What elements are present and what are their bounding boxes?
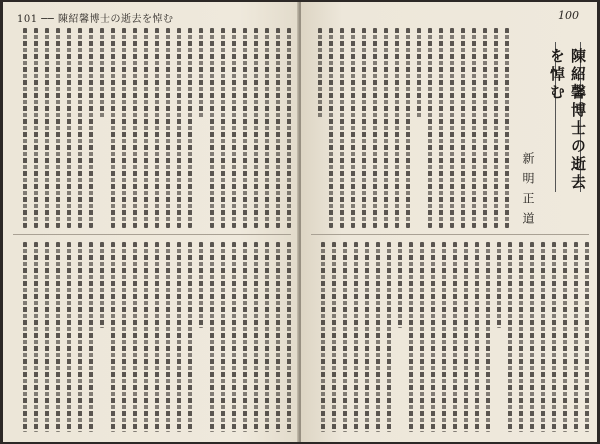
text-line (486, 242, 490, 432)
text-line (354, 242, 358, 432)
text-line (530, 242, 534, 432)
text-line (34, 28, 38, 228)
text-line (508, 242, 512, 432)
text-line (541, 242, 545, 432)
text-line (387, 242, 391, 432)
text-line (100, 28, 104, 118)
text-line (100, 242, 104, 328)
text-line (563, 242, 567, 432)
text-line (376, 242, 380, 432)
text-line (464, 242, 468, 432)
text-line (461, 28, 465, 228)
text-line (177, 242, 181, 432)
text-line (133, 28, 137, 228)
text-line (232, 28, 236, 228)
text-line (89, 242, 93, 432)
left-upper-text-block (3, 2, 299, 442)
text-line (439, 28, 443, 228)
text-line (188, 28, 192, 228)
text-line (585, 242, 589, 432)
text-line (144, 28, 148, 228)
text-line (417, 28, 421, 118)
text-line (420, 242, 424, 432)
text-line (122, 242, 126, 432)
text-line (210, 28, 214, 228)
text-line (365, 242, 369, 432)
text-line (351, 28, 355, 228)
text-line (56, 242, 60, 432)
text-line (362, 28, 366, 228)
text-line (398, 242, 402, 328)
text-line (243, 242, 247, 432)
text-line (472, 28, 476, 228)
text-line (221, 242, 225, 432)
text-line (483, 28, 487, 228)
text-line (188, 242, 192, 432)
text-line (166, 242, 170, 432)
text-line (78, 28, 82, 228)
article-title: 陳紹馨博士の逝去を悼む (548, 48, 587, 192)
text-line (243, 28, 247, 228)
text-line (475, 242, 479, 432)
text-line (552, 242, 556, 432)
tier-divider (311, 234, 589, 235)
text-line (67, 28, 71, 228)
left-page (3, 2, 299, 442)
text-line (321, 242, 325, 432)
tier-divider (13, 234, 291, 235)
text-line (287, 242, 291, 432)
page-number: 100 (558, 9, 579, 22)
text-line (111, 242, 115, 432)
text-line (155, 242, 159, 432)
text-line (199, 242, 203, 328)
text-line (453, 242, 457, 432)
text-line (144, 242, 148, 432)
text-line (133, 242, 137, 432)
text-line (395, 28, 399, 228)
text-line (67, 242, 71, 432)
text-line (265, 28, 269, 228)
text-line (254, 242, 258, 432)
text-line (450, 28, 454, 228)
text-line (340, 28, 344, 228)
text-line (276, 28, 280, 228)
text-line (111, 28, 115, 228)
text-line (23, 242, 27, 432)
text-line (199, 28, 203, 118)
text-line (318, 28, 322, 118)
text-line (78, 242, 82, 432)
text-line (254, 28, 258, 228)
text-line (166, 28, 170, 228)
right-page (301, 2, 597, 442)
text-line (431, 242, 435, 432)
text-line (287, 28, 291, 228)
text-line (265, 242, 269, 432)
text-line (519, 242, 523, 432)
text-line (155, 28, 159, 228)
text-line (122, 28, 126, 228)
text-line (497, 242, 501, 328)
text-line (373, 28, 377, 228)
text-line (494, 28, 498, 228)
text-line (384, 28, 388, 228)
text-line (428, 28, 432, 228)
text-line (23, 28, 27, 228)
text-line (343, 242, 347, 432)
text-line (34, 242, 38, 432)
text-line (505, 28, 509, 228)
text-line (45, 242, 49, 432)
text-line (329, 28, 333, 228)
text-line (409, 242, 413, 432)
text-line (332, 242, 336, 432)
text-line (574, 242, 578, 432)
text-line (177, 28, 181, 228)
text-line (221, 28, 225, 228)
text-line (232, 242, 236, 432)
text-line (89, 28, 93, 228)
text-line (210, 242, 214, 432)
text-line (442, 242, 446, 432)
text-line (406, 28, 410, 228)
author-name: 新明正道 (521, 152, 535, 232)
text-line (45, 28, 49, 228)
right-text-block (301, 2, 597, 442)
text-line (56, 28, 60, 228)
text-line (276, 242, 280, 432)
left-running-header: 101 ── 陳紹馨博士の逝去を悼む (17, 14, 174, 25)
